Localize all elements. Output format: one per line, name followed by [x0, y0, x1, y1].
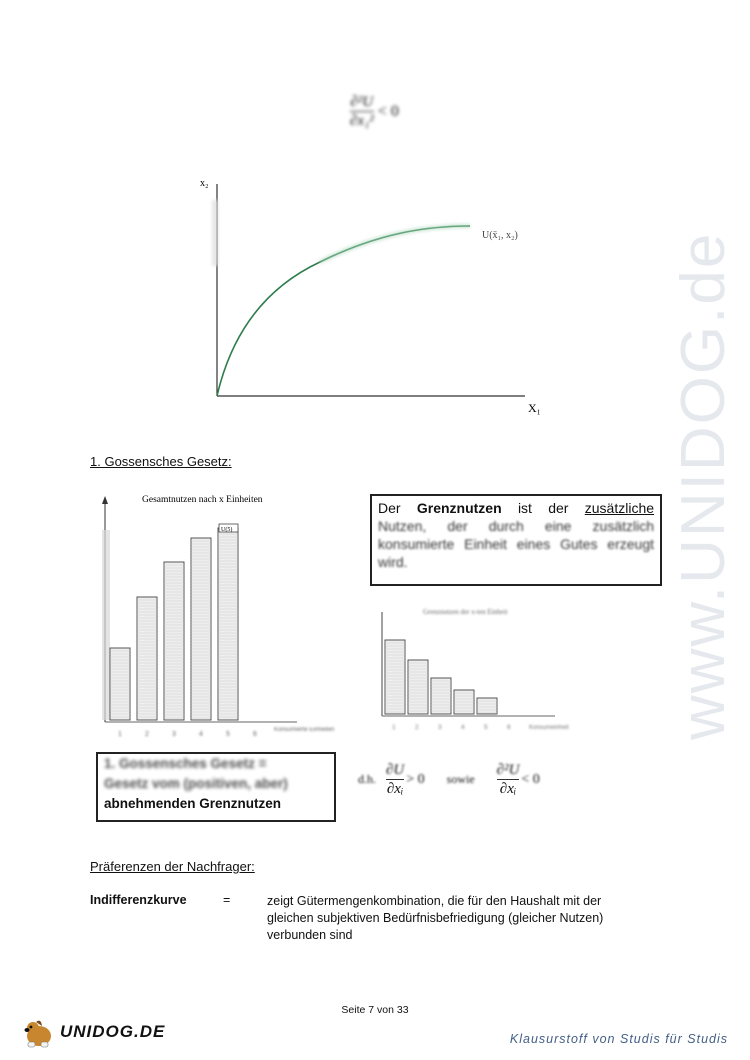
- preferences-title: Präferenzen der Nachfrager:: [90, 859, 255, 874]
- marginal-x-label: Konsumeinheit: [529, 725, 569, 731]
- indifference-description: zeigt Gütermengenkombination, die für den Haushalt mit der gleichen subjektiven Bedürfnisbefriedigung (gleicher Nutzen) verbunden sind: [267, 894, 604, 942]
- marginal-chart-ticks: [392, 724, 569, 731]
- marginal-tick-4: 4: [461, 724, 465, 731]
- law-line-1: 1. Gossensches Gesetz =: [104, 756, 267, 771]
- footer-logo-text: UNIDOG.DE: [60, 1022, 166, 1041]
- total-tick-5: 5: [226, 731, 230, 738]
- marginal-bars: [385, 640, 497, 714]
- top-formula-denominator: ∂x₁²: [350, 113, 374, 129]
- marginal-tick-2: 2: [415, 724, 419, 731]
- total-utility-bar-chart: [92, 490, 342, 745]
- footer-tagline: Klausurstoff von Studis für Studis: [509, 1032, 728, 1046]
- utility-curve-label: U(x̄₁, x₂): [482, 230, 518, 241]
- marginal-chart-title: Grenznutzen der x-ten Einheit: [423, 608, 508, 616]
- marginal-tick-6: 6: [507, 724, 511, 731]
- definition-term: Grenznutzen: [416, 500, 502, 516]
- definition-underlined: zusätzliche: [584, 500, 655, 516]
- top-formula-relation: < 0: [377, 102, 399, 120]
- utility-chart: [190, 170, 570, 420]
- total-tick-6: 6: [253, 731, 257, 738]
- marginal-tick-5: 5: [484, 724, 488, 731]
- marginal-bar-5: [477, 698, 497, 714]
- total-chart-title: Gesamtnutzen nach x Einheiten: [142, 495, 263, 505]
- indifference-eq: =: [223, 893, 231, 907]
- indifference-term: Indifferenzkurve: [90, 893, 187, 907]
- footer-logo: [22, 1016, 165, 1048]
- law-line-3: abnehmenden Grenznutzen: [104, 796, 282, 811]
- total-tick-4: 4: [199, 731, 203, 738]
- total-tick-3: 3: [172, 731, 176, 738]
- dh-prefix: d.h.: [358, 772, 376, 786]
- dh-f2-rel: < 0: [521, 771, 540, 787]
- definition-box: [370, 494, 662, 586]
- dh-f1-den: ∂xᵢ: [386, 781, 404, 797]
- dh-f1-num: ∂U: [386, 762, 405, 778]
- top-formula-numerator: ∂²U: [350, 94, 374, 110]
- total-chart-top-marker: U(5): [221, 527, 233, 533]
- total-bar-2: [137, 597, 157, 720]
- watermark: www.UNIDOG.de: [669, 231, 738, 740]
- definition-prefix: Der: [378, 500, 401, 516]
- marginal-utility-bar-chart: [375, 602, 625, 737]
- gossen-section-title: 1. Gossensches Gesetz:: [90, 454, 232, 469]
- dh-formula: [358, 762, 540, 797]
- marginal-tick-3: 3: [438, 724, 442, 731]
- total-chart-ticks: [118, 727, 334, 738]
- dh-middle: sowie: [446, 772, 475, 786]
- total-bars: [110, 528, 238, 720]
- utility-chart-x-label: X₁: [528, 401, 541, 415]
- dog-logo-icon: [22, 1016, 56, 1048]
- total-x-label: Konsumierte Einheiten: [274, 727, 335, 733]
- marginal-tick-1: 1: [392, 724, 396, 731]
- footer-page-number: Seite 7 von 33: [341, 1004, 409, 1016]
- definition-rest: Nutzen, der durch eine zusätzlich konsumierte Einheit eines Gutes erzeugt wird.: [378, 518, 654, 570]
- dh-f2-num: ∂²U: [496, 762, 520, 778]
- dh-f2-den: ∂xᵢ: [499, 781, 517, 797]
- utility-chart-y-label: x₂: [200, 178, 209, 189]
- utility-chart-axes: [212, 184, 525, 396]
- dh-f1-rel: > 0: [406, 771, 425, 787]
- law-box: [96, 752, 336, 822]
- definition-mid: ist der: [517, 500, 569, 516]
- law-line-2: Gesetz vom (positiven, aber): [104, 776, 288, 791]
- total-tick-2: 2: [145, 731, 149, 738]
- top-formula: [350, 94, 399, 129]
- total-tick-1: 1: [118, 731, 122, 738]
